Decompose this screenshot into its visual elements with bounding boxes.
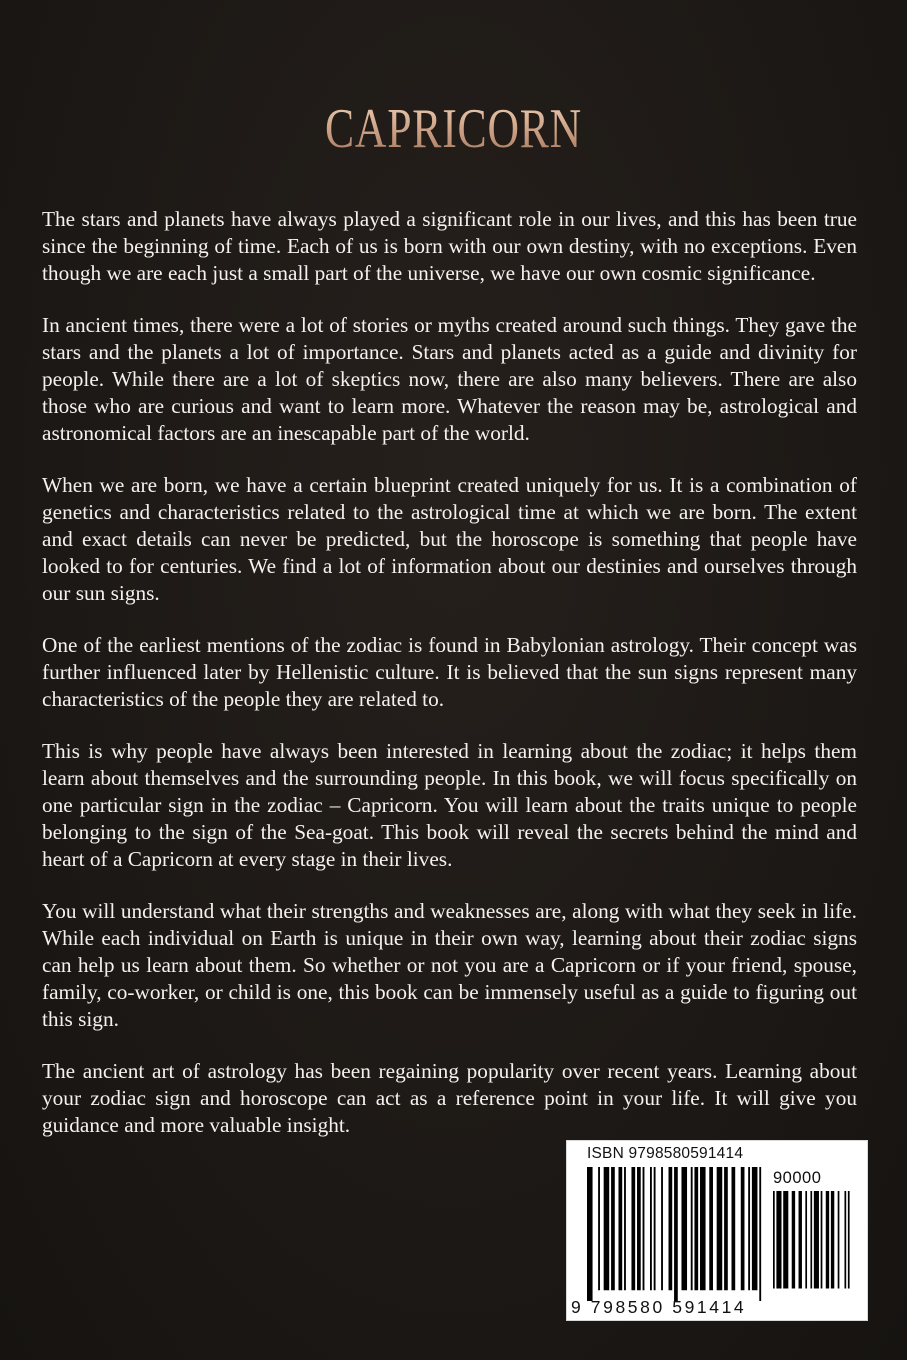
blurb-paragraph-1: The stars and planets have always played a significant role in our lives, and this has been true since the beginning of time. Each of us is born with our own destiny, with no exceptions. Even though we are each just a small part of the universe, we have our own cosmic significance. [42, 207, 857, 285]
isbn-barcode [566, 1140, 868, 1321]
blurb-paragraph-4: One of the earliest mentions of the zodiac is found in Babylonian astrology. Their concept was further influenced later by Hellenistic culture. It is believed that the sun signs represent many characteristics of the people they are related to. [42, 633, 857, 711]
price-code: 90000 [773, 1169, 822, 1187]
blurb-paragraph-7: The ancient art of astrology has been regaining popularity over recent years. Learning about your zodiac sign and horoscope can act as a reference point in your life. It will give you guidance and more valuable insight. [42, 1059, 857, 1137]
barcode-stripes [773, 1191, 850, 1289]
barcode-stripes [587, 1167, 761, 1301]
isbn-label: ISBN 9798580591414 [587, 1145, 744, 1162]
blurb-paragraph-5: This is why people have always been interested in learning about the zodiac; it helps them learn about themselves and the surrounding people. In this book, we will focus specifically on one particular sign in the zodiac – Capricorn. You will learn about the traits unique to people belonging to the sign of the Sea-goat. This book will reveal the secrets behind the mind and heart of a Capricorn at every stage in their lives. [42, 739, 857, 871]
book-title: CAPRICORN [100, 94, 807, 164]
isbn-digits: 9 798580 591414 [571, 1297, 747, 1317]
blurb-paragraph-2: In ancient times, there were a lot of stories or myths created around such things. They gave the stars and the planets a lot of importance. Stars and planets acted as a guide and divinity for people. While there are a lot of skeptics now, there are also many believers. There are also those who are curious and want to learn more. Whatever the reason may be, astrological and astronomical factors are an inescapable part of the world. [42, 313, 857, 445]
blurb-paragraph-3: When we are born, we have a certain blueprint created uniquely for us. It is a combination of genetics and characteristics related to the astrological time at which we are born. The extent and exact details can never be predicted, but the horoscope is something that people have looked to for centuries. We find a lot of information about our destinies and ourselves through our sun signs. [42, 473, 857, 605]
barcode-main-bars [587, 1167, 763, 1301]
barcode-addon-bars [773, 1191, 853, 1297]
blurb-text [42, 206, 857, 1164]
blurb-paragraph-6: You will understand what their strengths and weaknesses are, along with what they seek in life. While each individual on Earth is unique in their own way, learning about their zodiac signs can help us learn about them. So whether or not you are a Capricorn or if your friend, spouse, family, co-worker, or child is one, this book can be immensely useful as a guide to figuring out this sign. [42, 899, 857, 1031]
